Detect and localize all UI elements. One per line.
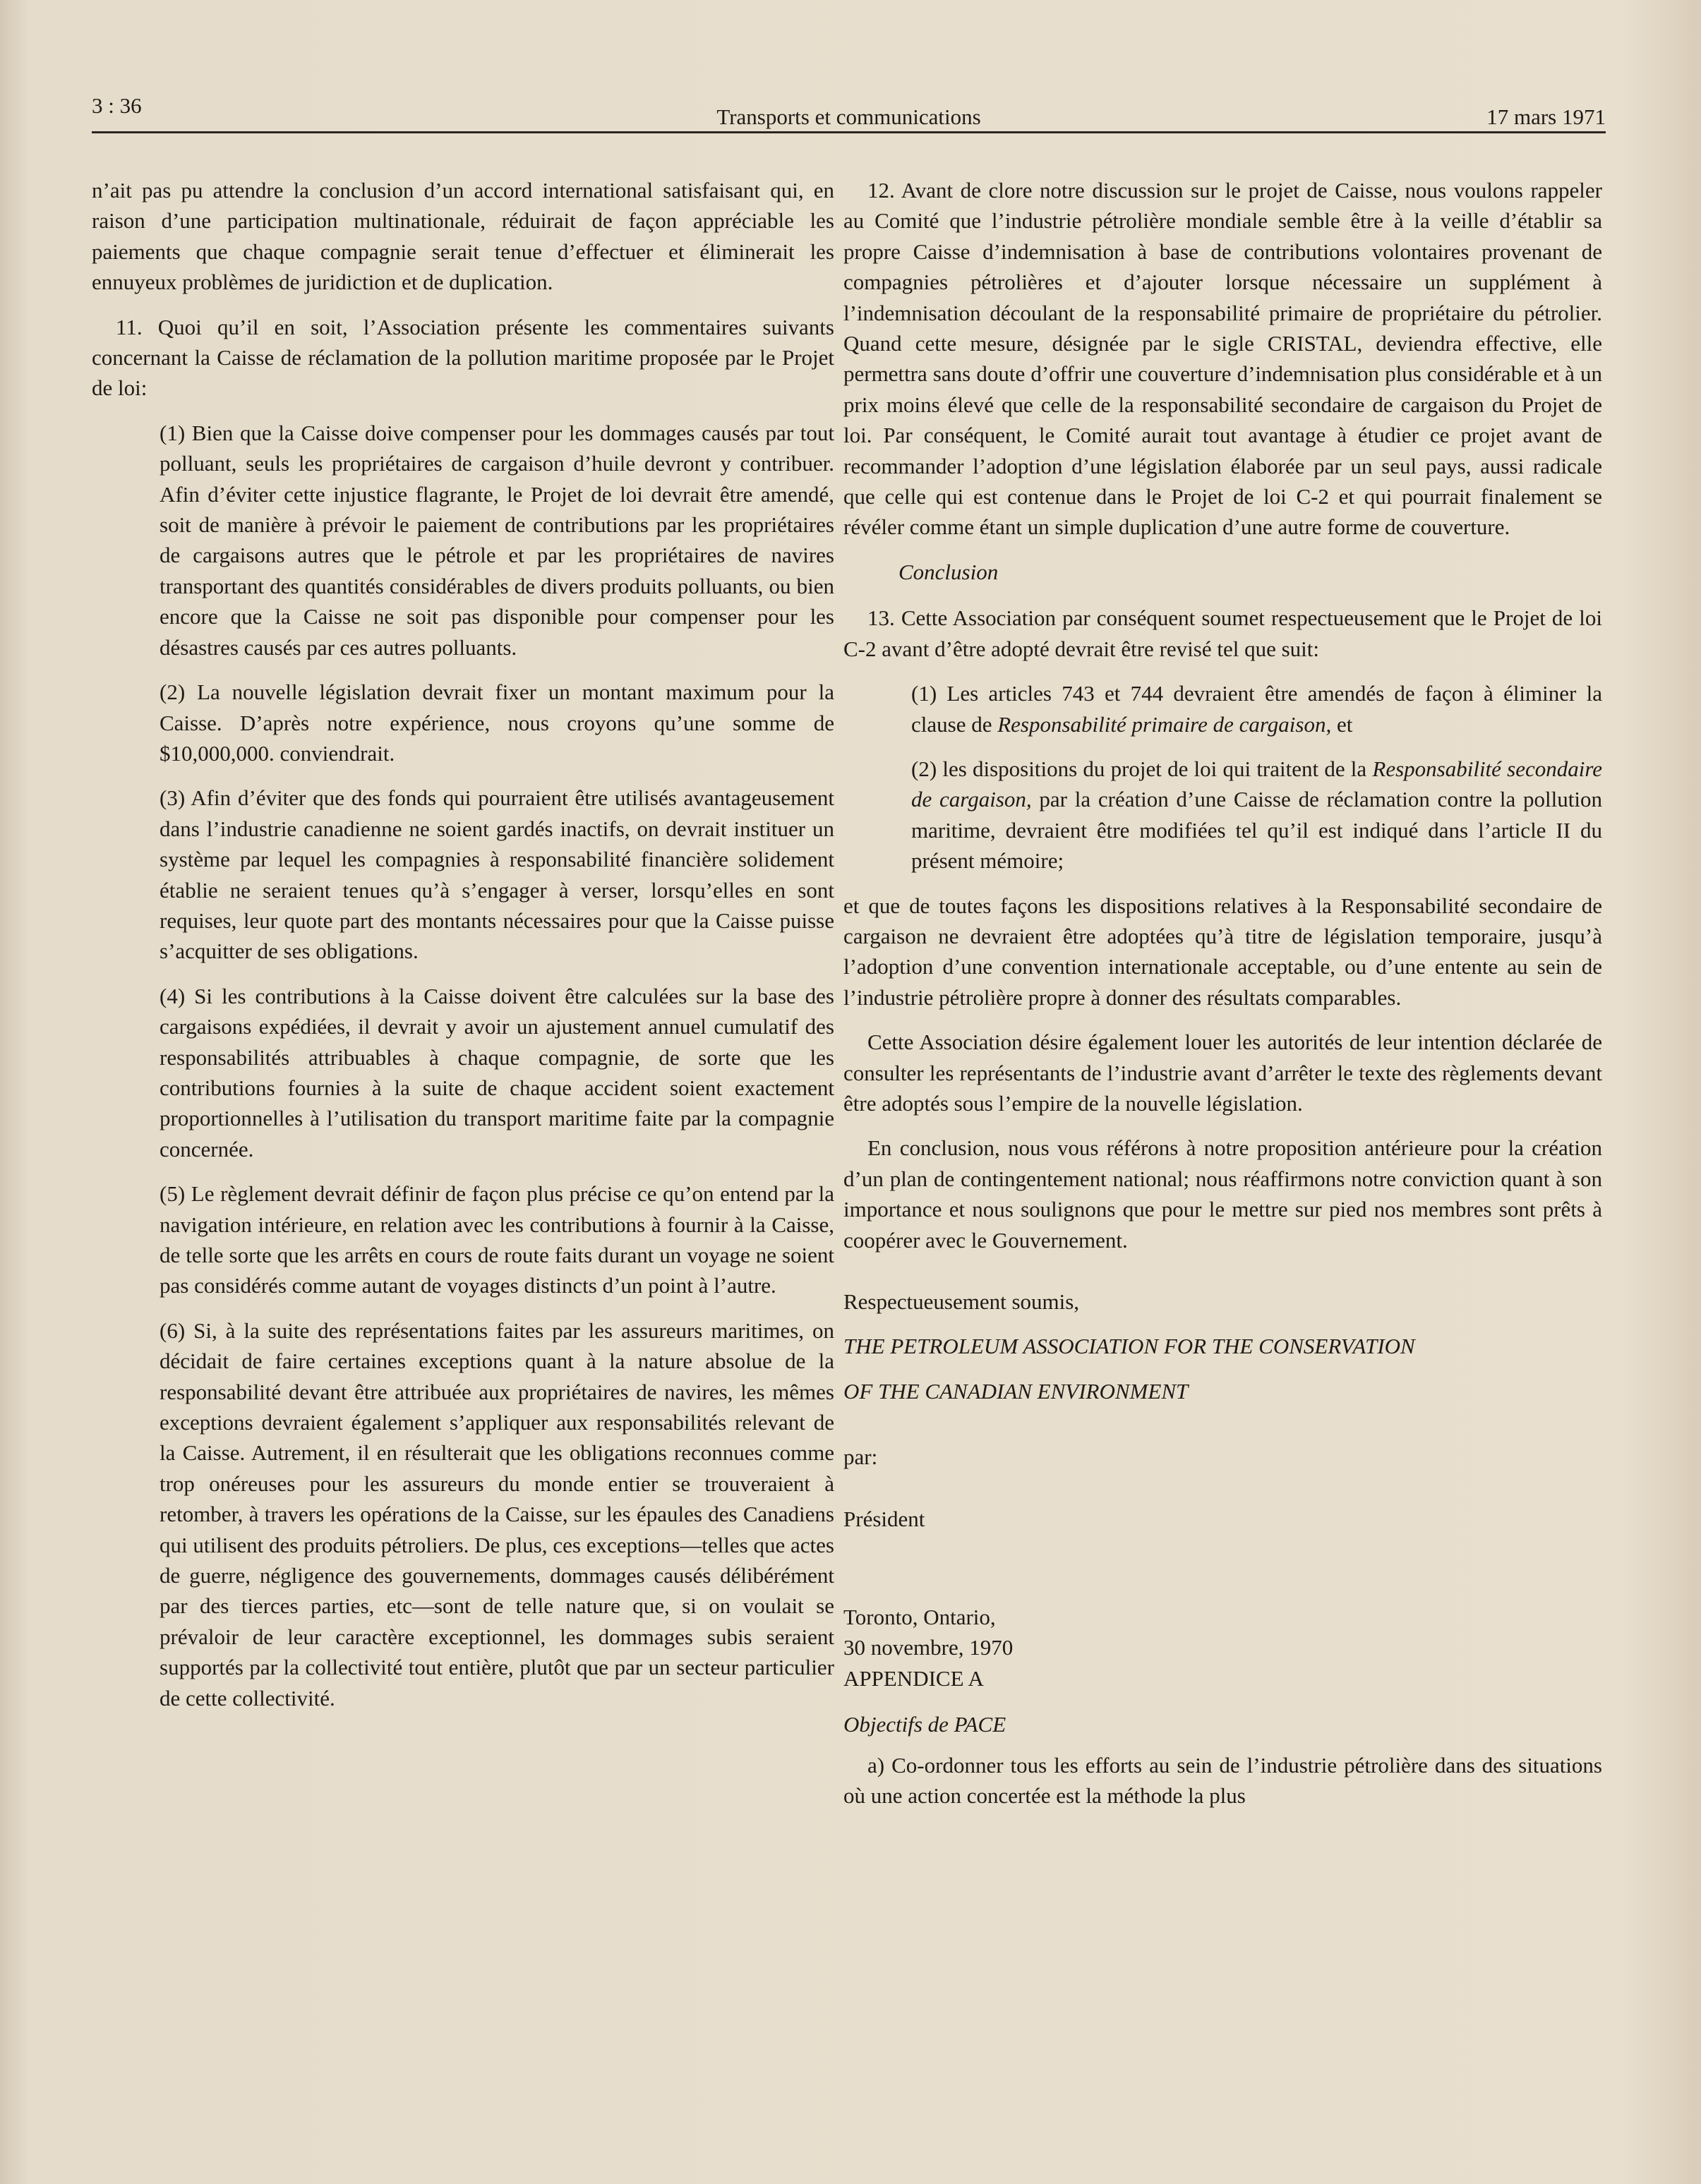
header-date: 17 mars 1971 xyxy=(1486,104,1606,129)
revision-item-2 xyxy=(911,754,1602,876)
paragraph-final: En conclusion, nous vous référons à notre proposition antérieure pour la création d’un plan de contingentement national; nous réaffirmons notre conviction quant à son importance et nous soulignons que pour le mettre sur pied nos membres sont prêts à coopérer avec le Gouvernement. xyxy=(843,1135,1602,1253)
paragraph-11: 11. Quoi qu’il en soit, l’Association présente les commentaires suivants concernant la Caisse de réclamation de la pollution maritime proposée par le Projet de loi: xyxy=(92,314,834,401)
paragraph-praise: Cette Association désire également louer les autorités de leur intention déclarée de consulter les représentants de l’industrie avant d’arrêter le texte des règlements devant être adoptés sous l’empire de la nouvelle législation. xyxy=(843,1030,1602,1116)
place-city: Toronto, Ontario, xyxy=(843,1605,996,1630)
comment-item-6: (6) Si, à la suite des représentations faites par les assureurs maritimes, on décidait de faire certaines exceptions quant à la nature absolue de la responsabilité devant être attribuée aux propriétaires de navires, les mêmes exceptions devraient également s’appliquer aux responsabilités relevant de la Caisse. Autrement, il en résulterait que les obligations reconnues comme trop onéreuses pour les assureurs du monde entier se trouveraient à retomber, à travers les opérations de la Caisse, sur les épaules des Canadiens qui utilisent des produits pétroliers. De plus, ces exceptions—telles que actes de guerre, négligence des gouvernements, dommages causés délibérément par des tierces parties, etc—sont de telle nature que, si on voulait se prévaloir de leur caractère exceptionnel, les dommages subis seraient supportés par la collectivité tout entière, plutôt que par un secteur particulier de cette collectivité. xyxy=(160,1317,834,1711)
left-column xyxy=(92,175,834,1727)
revision-item-2-text: (2) les dispositions du projet de loi qui traitent de la xyxy=(911,756,1373,781)
comment-item-2: (2) La nouvelle législation devrait fixer un montant maximum pour la Caisse. D’après notre expérience, nous croyons qu’une somme de $10,000,000. conviendrait. xyxy=(160,680,834,766)
comment-item-3: (3) Afin d’éviter que des fonds qui pourraient être utilisés avantageusement dans l’industrie canadienne ne soient gardés inactifs, on devrait instituer un système par lequel les compagnies à responsabilité financière solidement établie ne seraient tenues qu’à s’engager à verser, lorsqu’elles en sont requises, leur quote part des montants nécessaires pour que la Caisse puisse s’acquitter de ses obligations. xyxy=(160,785,834,964)
comment-item-4: (4) Si les contributions à la Caisse doivent être calculées sur la base des cargaisons expédiées, il devrait y avoir un ajustement annuel cumulatif des responsabilités attribuables à chaque compagnie, de sorte que les contributions fournies à la suite de chaque accident soient exactement proportionnelles à l’utilisation du transport maritime faite par la compagnie concernée. xyxy=(160,983,834,1162)
header-rule xyxy=(92,131,1606,133)
conclusion-heading: Conclusion xyxy=(898,559,999,584)
signature-block xyxy=(843,1286,1602,1534)
running-title: Transports et communications xyxy=(716,104,981,129)
revision-item-1 xyxy=(911,678,1602,740)
revision-item-1-end: et xyxy=(1331,711,1353,737)
paragraph-12: 12. Avant de clore notre discussion sur le projet de Caisse, nous voulons rappeler au Comité que l’industrie pétrolière mondiale semble être à la veille d’établir sa propre Caisse d’indemnisation à base de contributions volontaires provenant de compagnies pétrolières et d’ajouter lorsque nécessaire un supplément à l’indemnisation découlant de la responsabilité primaire de propriétaire du pétrolier. Quand cette mesure, désignée par le sigle CRISTAL, deviendra effective, elle permettra sans doute d’offrir une couverture d’indemnisation plus considérable et à un prix moins élevé que celle de la responsabilité secondaire de cargaison du Projet de loi. Par conséquent, le Comité aurait tout avantage à étudier ce projet avant de recommander l’adoption d’une législation élaborée par un seul pays, aussi radicale que celle qui est contenue dans le Projet de loi C-2 et qui pourrait finalement se révéler comme étant un simple duplication d’une autre forme de couverture. xyxy=(843,178,1602,540)
comment-item-1: (1) Bien que la Caisse doive compenser pour les dommages causés par tout polluant, seuls les propriétaires de cargaison d’huile devront y contribuer. Afin d’éviter cette injustice flagrante, le Projet de loi devrait être amendé, soit de manière à prévoir le paiement de contributions par les propriétaires de cargaisons autres que le pétrole et par les propriétaires de navires transportant des quantités considérables de divers produits polluants, ou bien encore que la Caisse ne soit pas disponible pour compenser pour les désastres causés par ces autres polluants. xyxy=(160,420,834,660)
right-column xyxy=(843,175,1602,1825)
page-number: 3 : 36 xyxy=(92,93,142,118)
paragraph-continued: n’ait pas pu attendre la conclusion d’un accord international satisfaisant qui, en raison d’une participation multinationale, réduirait de façon appréciable les paiements que chaque compagnie serait tenue d’effectuer et éliminerait les ennuyeux problèmes de juridiction et de duplication. xyxy=(92,178,834,295)
objectives-heading: Objectifs de PACE xyxy=(843,1712,1006,1737)
page-header xyxy=(92,85,1606,127)
closing-text: Respectueusement soumis, xyxy=(843,1289,1080,1314)
appendix-title: APPENDICE A xyxy=(843,1665,984,1691)
revision-item-2-italic: Responsabilité secondaire de cargaison, xyxy=(911,756,1603,812)
paragraph-and: et que de toutes façons les dispositions relatives à la Responsabilité secondaire de cargaison ne devraient être adoptées qu’à titre de législation temporaire, jusqu’à l’adoption d’une convention internationale acceptable, ou d’une entente au sein de l’industrie pétrolière propre à donner des résultats comparables. xyxy=(843,893,1602,1010)
comment-item-5: (5) Le règlement devrait définir de façon plus précise ce qu’on entend par la navigation intérieure, en relation avec les contributions à fournir à la Caisse, de telle sorte que les arrêts en cours de route faits durant un voyage ne soient pas considérés comme autant de voyages distincts d’un point à l’autre. xyxy=(160,1181,834,1298)
revision-item-1-italic: Responsabilité primaire de cargaison, xyxy=(997,711,1332,737)
revision-item-2-end: par la création d’une Caisse de réclamation contre la pollution maritime, devraient être modifiées tel qu’il est indiqué dans l’article II du présent mémoire; xyxy=(911,787,1603,874)
place-date: 30 novembre, 1970 xyxy=(843,1635,1014,1660)
revision-item-1-text: (1) Les articles 743 et 744 devraient être amendés de façon à éliminer la clause de xyxy=(911,681,1602,737)
by-label: par: xyxy=(843,1444,878,1470)
objective-a: a) Co-ordonner tous les efforts au sein de l’industrie pétrolière dans des situations où une action concertée est la méthode la plus xyxy=(843,1752,1602,1809)
president-label: Président xyxy=(843,1506,925,1531)
paragraph-13: 13. Cette Association par conséquent soumet respectueusement que le Projet de loi C-2 avant d’être adopté devrait être revisé tel que suit: xyxy=(843,605,1602,661)
place-block xyxy=(843,1602,1602,1740)
organization-line-1: THE PETROLEUM ASSOCIATION FOR THE CONSERVATION xyxy=(843,1334,1415,1359)
organization-line-2: OF THE CANADIAN ENVIRONMENT xyxy=(843,1378,1189,1404)
